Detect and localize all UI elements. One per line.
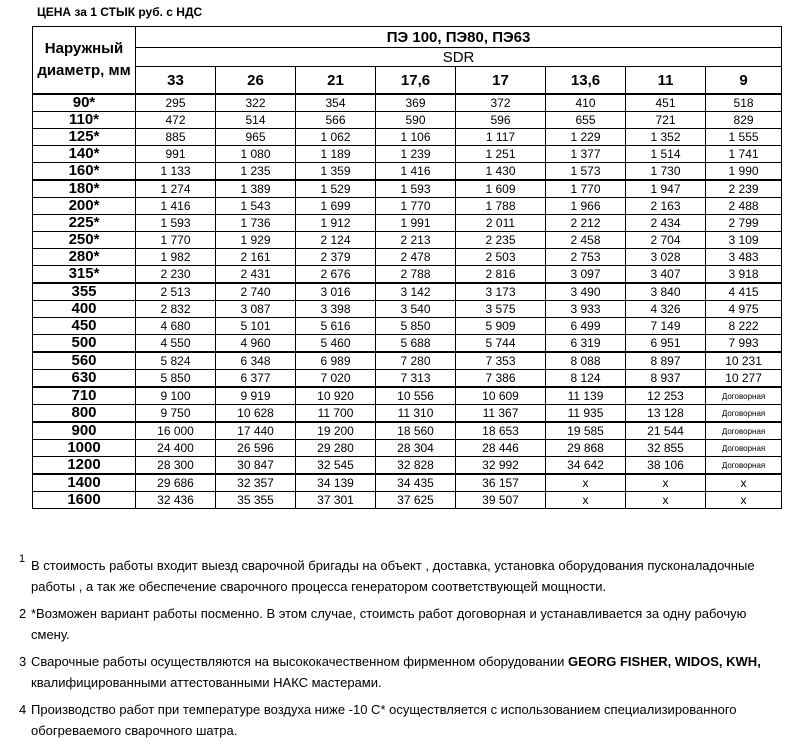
price-cell: х [626,474,706,492]
sdr-value-header: 17 [456,67,546,95]
price-cell: 1 593 [136,215,216,232]
price-cell: 17 440 [216,422,296,440]
price-cell: 2 124 [296,232,376,249]
price-cell: 2 513 [136,283,216,301]
price-cell: 8 937 [626,370,706,388]
price-cell: 354 [296,94,376,112]
price-cell: 1 770 [136,232,216,249]
diameter-cell: 160* [33,163,136,181]
footnote-text-part: В стоимость работы входит выезд сварочной бригады на объект , доставка, установка оборудования пусконаладочные работы , а так же обеспечение сварочного процесса генератором соответствующей мощности. [31,558,755,594]
price-cell: 7 020 [296,370,376,388]
table-row [33,318,782,335]
sdr-header: SDR [136,48,782,67]
table-row [33,163,782,181]
price-cell: х [546,492,626,509]
price-cell: 34 435 [376,474,456,492]
price-cell: 6 951 [626,335,706,353]
price-cell: 2 704 [626,232,706,249]
price-cell: 1 430 [456,163,546,181]
price-cell: 3 933 [546,301,626,318]
price-cell: 3 028 [626,249,706,266]
price-cell: Договорная [706,387,782,405]
table-row [33,129,782,146]
price-cell: 472 [136,112,216,129]
footnote-number: 2 [19,606,27,621]
price-cell: 6 377 [216,370,296,388]
price-cell: 2 239 [706,180,782,198]
price-cell: 3 016 [296,283,376,301]
price-cell: 5 850 [376,318,456,335]
diameter-cell: 110* [33,112,136,129]
diameter-cell: 90* [33,94,136,112]
price-cell: 514 [216,112,296,129]
price-cell: 4 415 [706,283,782,301]
price-cell: 596 [456,112,546,129]
price-cell: 1 529 [296,180,376,198]
price-cell: 1 189 [296,146,376,163]
price-cell: 1 573 [546,163,626,181]
price-cell: 3 407 [626,266,706,284]
price-cell: 4 326 [626,301,706,318]
price-cell: 28 300 [136,457,216,475]
material-header: ПЭ 100, ПЭ80, ПЭ63 [136,27,782,48]
footnotes [19,555,779,747]
price-cell: 6 989 [296,352,376,370]
price-cell: 19 585 [546,422,626,440]
price-cell: 6 499 [546,318,626,335]
price-cell: 965 [216,129,296,146]
price-caption: ЦЕНА за 1 СТЫК руб. с НДС [37,5,203,19]
price-cell: 29 280 [296,440,376,457]
price-cell: 7 313 [376,370,456,388]
price-cell: 2 235 [456,232,546,249]
table-row [33,112,782,129]
price-cell: 3 540 [376,301,456,318]
price-cell: 2 163 [626,198,706,215]
price-cell: 2 488 [706,198,782,215]
price-cell: 451 [626,94,706,112]
price-cell: 6 319 [546,335,626,353]
price-cell: 2 212 [546,215,626,232]
price-cell: 1 062 [296,129,376,146]
price-cell: 32 436 [136,492,216,509]
price-cell: 32 992 [456,457,546,475]
price-cell: 7 993 [706,335,782,353]
sdr-value-header: 13,6 [546,67,626,95]
price-cell: 4 550 [136,335,216,353]
price-cell: Договорная [706,405,782,423]
price-cell: 3 490 [546,283,626,301]
footnote-bold-text: GEORG FISHER, WIDOS, KWH, [567,654,761,669]
price-cell: 3 173 [456,283,546,301]
diameter-cell: 900 [33,422,136,440]
price-cell: 1 609 [456,180,546,198]
price-cell: 991 [136,146,216,163]
price-cell: 1 133 [136,163,216,181]
price-cell: 3 097 [546,266,626,284]
price-cell: 3 918 [706,266,782,284]
diameter-cell: 180* [33,180,136,198]
price-cell: 8 222 [706,318,782,335]
price-cell: 11 935 [546,405,626,423]
price-cell: 1 416 [376,163,456,181]
price-cell: 566 [296,112,376,129]
price-cell: х [706,492,782,509]
diameter-cell: 1000 [33,440,136,457]
price-cell: 1 389 [216,180,296,198]
price-cell: 2 458 [546,232,626,249]
price-cell: 3 109 [706,232,782,249]
footnote-text-part: Производство работ при температуре воздуха ниже -10 С* осуществляется с использованием специализированного обогреваемого сварочного шатра. [31,702,737,738]
diameter-cell: 250* [33,232,136,249]
footnote-item [19,699,779,741]
table-row [33,474,782,492]
price-cell: 2 816 [456,266,546,284]
footnote-item [19,603,779,645]
price-cell: 6 348 [216,352,296,370]
price-cell: 518 [706,94,782,112]
price-cell: 655 [546,112,626,129]
price-cell: Договорная [706,422,782,440]
price-cell: 36 157 [456,474,546,492]
price-cell: х [706,474,782,492]
price-cell: 1 416 [136,198,216,215]
price-cell: 829 [706,112,782,129]
price-cell: 39 507 [456,492,546,509]
price-cell: 5 616 [296,318,376,335]
footnote-number: 3 [19,654,27,669]
price-cell: 1 251 [456,146,546,163]
price-cell: 2 503 [456,249,546,266]
price-cell: 1 730 [626,163,706,181]
price-cell: 322 [216,94,296,112]
sdr-value-header: 9 [706,67,782,95]
price-cell: 3 483 [706,249,782,266]
price-cell: 18 653 [456,422,546,440]
price-cell: 28 304 [376,440,456,457]
price-cell: 29 686 [136,474,216,492]
table-row [33,352,782,370]
table-row [33,94,782,112]
table-row [33,215,782,232]
sdr-value-header: 21 [296,67,376,95]
price-cell: 3 087 [216,301,296,318]
price-cell: 1 359 [296,163,376,181]
price-cell: 1 352 [626,129,706,146]
table-row [33,198,782,215]
price-cell: 4 680 [136,318,216,335]
price-cell: 30 847 [216,457,296,475]
table-row [33,301,782,318]
price-cell: 34 642 [546,457,626,475]
price-cell: 2 740 [216,283,296,301]
price-cell: 5 460 [296,335,376,353]
price-cell: 590 [376,112,456,129]
price-cell: 4 960 [216,335,296,353]
price-cell: 721 [626,112,706,129]
price-cell: 12 253 [626,387,706,405]
price-cell: 2 478 [376,249,456,266]
footnote-text [31,654,761,690]
table-row [33,283,782,301]
price-cell: 7 149 [626,318,706,335]
footnote-item [19,555,779,597]
table-row [33,422,782,440]
price-cell: 10 920 [296,387,376,405]
diameter-cell: 400 [33,301,136,318]
price-cell: 1 080 [216,146,296,163]
price-cell: 5 909 [456,318,546,335]
price-cell: 28 446 [456,440,546,457]
price-cell: 1 377 [546,146,626,163]
table-row [33,266,782,284]
footnote-text [31,702,737,738]
table-row [33,492,782,509]
price-cell: 1 235 [216,163,296,181]
price-cell: 9 750 [136,405,216,423]
price-cell: 4 975 [706,301,782,318]
sdr-value-header: 11 [626,67,706,95]
price-cell: 1 514 [626,146,706,163]
price-cell: 2 799 [706,215,782,232]
price-cell: 3 575 [456,301,546,318]
price-cell: 11 310 [376,405,456,423]
price-cell: 369 [376,94,456,112]
footnote-text [31,558,755,594]
price-cell: 410 [546,94,626,112]
price-cell: 10 231 [706,352,782,370]
price-cell: 32 357 [216,474,296,492]
price-cell: 1 990 [706,163,782,181]
price-cell: 2 230 [136,266,216,284]
price-cell: 5 744 [456,335,546,353]
price-cell: 7 353 [456,352,546,370]
price-cell: 10 556 [376,387,456,405]
price-cell: 21 544 [626,422,706,440]
table-row [33,232,782,249]
price-cell: 1 274 [136,180,216,198]
price-cell: 9 100 [136,387,216,405]
diameter-header: Наружный диаметр, мм [33,27,136,95]
sdr-value-header: 26 [216,67,296,95]
footnote-number: 4 [19,702,27,717]
diameter-cell: 800 [33,405,136,423]
diameter-cell: 450 [33,318,136,335]
price-cell: 10 628 [216,405,296,423]
diameter-cell: 140* [33,146,136,163]
price-cell: 1 991 [376,215,456,232]
price-cell: 1 788 [456,198,546,215]
diameter-cell: 500 [33,335,136,353]
price-cell: 372 [456,94,546,112]
footnote-text-part: Сварочные работы осуществляются на высококачественном фирменном оборудовании [31,654,568,669]
price-cell: 19 200 [296,422,376,440]
footnote-text-part: *Возможен вариант работы посменно. В этом случае, стоимсть работ договорная и устанавливается за одну рабочую смену. [31,606,747,642]
price-cell: 8 124 [546,370,626,388]
table-row [33,387,782,405]
table-row [33,249,782,266]
price-cell: 37 301 [296,492,376,509]
diameter-cell: 315* [33,266,136,284]
price-cell: 1 543 [216,198,296,215]
price-cell: 11 139 [546,387,626,405]
price-cell: 11 367 [456,405,546,423]
price-cell: 2 676 [296,266,376,284]
price-cell: 13 128 [626,405,706,423]
sdr-value-header: 33 [136,67,216,95]
price-cell: 24 400 [136,440,216,457]
table-row [33,457,782,475]
price-cell: 2 788 [376,266,456,284]
price-cell: 1 947 [626,180,706,198]
price-table [32,26,782,509]
footnote-text-part: квалифицированными аттестованными НАКС мастерами. [31,675,382,690]
table-row [33,146,782,163]
diameter-cell: 630 [33,370,136,388]
diameter-cell: 200* [33,198,136,215]
price-cell: 18 560 [376,422,456,440]
diameter-cell: 125* [33,129,136,146]
diameter-cell: 560 [33,352,136,370]
diameter-cell: 1600 [33,492,136,509]
diameter-cell: 1400 [33,474,136,492]
price-cell: 1 982 [136,249,216,266]
price-cell: 1 593 [376,180,456,198]
price-cell: х [546,474,626,492]
footnote-text [31,606,746,642]
price-cell: 1 117 [456,129,546,146]
price-cell: Договорная [706,440,782,457]
price-cell: 1 912 [296,215,376,232]
price-cell: 1 555 [706,129,782,146]
price-cell: 34 139 [296,474,376,492]
price-cell: 26 596 [216,440,296,457]
price-cell: 3 142 [376,283,456,301]
price-cell: 10 609 [456,387,546,405]
price-cell: 32 828 [376,457,456,475]
price-cell: 885 [136,129,216,146]
price-cell: 5 850 [136,370,216,388]
price-cell: 1 106 [376,129,456,146]
price-cell: 3 398 [296,301,376,318]
price-cell: 1 229 [546,129,626,146]
price-cell: 5 101 [216,318,296,335]
price-cell: 37 625 [376,492,456,509]
price-cell: 5 824 [136,352,216,370]
price-cell: 7 280 [376,352,456,370]
price-cell: 2 011 [456,215,546,232]
price-cell: х [626,492,706,509]
table-row [33,180,782,198]
price-cell: 32 855 [626,440,706,457]
price-cell: 29 868 [546,440,626,457]
price-cell: 1 239 [376,146,456,163]
diameter-cell: 710 [33,387,136,405]
price-cell: 2 832 [136,301,216,318]
price-cell: 2 213 [376,232,456,249]
table-row [33,440,782,457]
price-cell: 32 545 [296,457,376,475]
price-cell: 1 699 [296,198,376,215]
price-cell: Договорная [706,457,782,475]
table-row [33,335,782,353]
diameter-cell: 1200 [33,457,136,475]
footnote-number: 1 [19,553,26,565]
price-cell: 7 386 [456,370,546,388]
price-cell: 1 741 [706,146,782,163]
price-cell: 16 000 [136,422,216,440]
price-cell: 1 770 [376,198,456,215]
price-cell: 1 929 [216,232,296,249]
price-cell: 1 736 [216,215,296,232]
price-cell: 11 700 [296,405,376,423]
sdr-value-header: 17,6 [376,67,456,95]
price-cell: 1 770 [546,180,626,198]
diameter-cell: 225* [33,215,136,232]
price-cell: 2 434 [626,215,706,232]
price-cell: 3 840 [626,283,706,301]
price-cell: 38 106 [626,457,706,475]
price-cell: 1 966 [546,198,626,215]
footnote-item [19,651,779,693]
price-cell: 5 688 [376,335,456,353]
table-row [33,405,782,423]
price-cell: 2 379 [296,249,376,266]
price-cell: 10 277 [706,370,782,388]
price-cell: 2 161 [216,249,296,266]
price-cell: 2 753 [546,249,626,266]
price-cell: 295 [136,94,216,112]
price-cell: 8 088 [546,352,626,370]
diameter-cell: 280* [33,249,136,266]
price-cell: 35 355 [216,492,296,509]
price-cell: 2 431 [216,266,296,284]
diameter-cell: 355 [33,283,136,301]
price-cell: 8 897 [626,352,706,370]
price-cell: 9 919 [216,387,296,405]
table-row [33,370,782,388]
